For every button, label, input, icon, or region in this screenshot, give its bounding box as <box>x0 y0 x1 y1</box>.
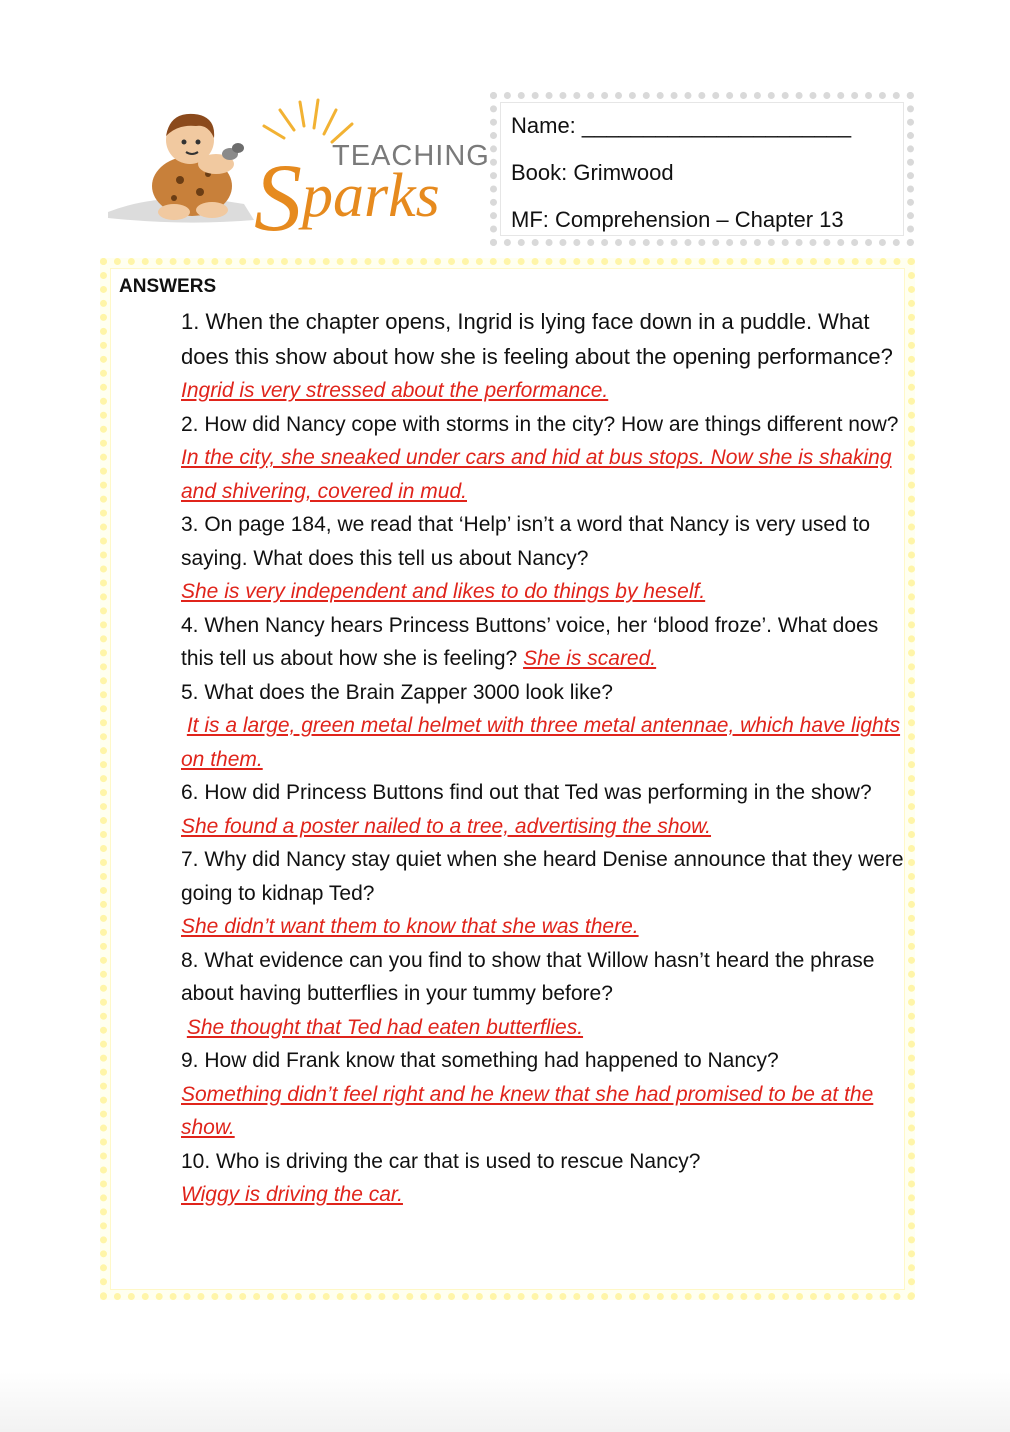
page-bottom-shadow <box>0 1372 1010 1432</box>
list-item <box>181 305 906 408</box>
logo-sparks-cap: S <box>254 144 302 251</box>
list-item <box>181 508 906 609</box>
worksheet-info-box <box>490 92 914 246</box>
question-text: 7. Why did Nancy stay quiet when she heard Denise announce that they were going to kidnap Ted? <box>181 848 904 905</box>
list-item <box>181 776 906 843</box>
list-item <box>181 1044 906 1145</box>
list-item <box>181 676 906 777</box>
question-answer-list <box>181 305 906 1212</box>
question-text: 8. What evidence can you find to show that Willow hasn’t heard the phrase about having butterflies in your tummy before? <box>181 948 875 1005</box>
answer-text: She found a poster nailed to a tree, advertising the show. <box>181 814 712 838</box>
question-text: 6. How did Princess Buttons find out that Ted was performing in the show? <box>181 781 872 804</box>
answer-text: She didn’t want them to know that she was there. <box>181 915 639 938</box>
answer-text: She is scared. <box>523 647 657 670</box>
question-text: 4. When Nancy hears Princess Buttons’ voice, her ‘blood froze’. What does this tell us about how she is feeling? <box>181 613 879 670</box>
answer-text: It is a large, green metal helmet with three metal antennae, which have lights on them. <box>181 714 901 771</box>
list-item <box>181 408 906 509</box>
answer-text: She thought that Ted had eaten butterflies. <box>186 1015 584 1039</box>
question-text: 10. Who is driving the car that is used to rescue Nancy? <box>181 1149 701 1173</box>
list-item <box>181 1145 906 1212</box>
list-item <box>181 843 906 944</box>
answer-text: Something didn’t feel right and he knew that she had promised to be at the show. <box>181 1082 874 1139</box>
logo-sparks-rest: parks <box>302 162 440 230</box>
worksheet-subject: MF: Comprehension – Chapter 13 <box>511 207 844 232</box>
answer-text: She is very independent and likes to do things by heself. <box>181 580 706 603</box>
book-title: Book: Grimwood <box>511 160 674 185</box>
list-item <box>181 944 906 1045</box>
answer-text: Ingrid is very stressed about the performance. <box>181 379 609 402</box>
logo-word-teaching: TEACHING <box>332 140 490 172</box>
answer-text: Wiggy is driving the car. <box>181 1183 403 1206</box>
question-text: 2. How did Nancy cope with storms in the city? How are things different now? <box>181 412 899 436</box>
teaching-sparks-logo <box>104 94 490 251</box>
name-line[interactable]: Name: ______________________ <box>511 113 852 138</box>
question-text: 5. What does the Brain Zapper 3000 look like? <box>181 680 613 704</box>
answers-heading: ANSWERS <box>119 276 217 297</box>
answer-text: In the city, she sneaked under cars and hid at bus stops. Now she is shaking and shivering, covered in mud. <box>181 446 892 503</box>
question-text: 9. How did Frank know that something had happened to Nancy? <box>181 1049 779 1072</box>
list-item <box>181 609 906 676</box>
question-text: 1. When the chapter opens, Ingrid is lying face down in a puddle. What does this show about how she is feeling about the opening performance? <box>181 309 893 369</box>
question-text: 3. On page 184, we read that ‘Help’ isn’t a word that Nancy is very used to saying. What does this tell us about Nancy? <box>181 513 871 570</box>
